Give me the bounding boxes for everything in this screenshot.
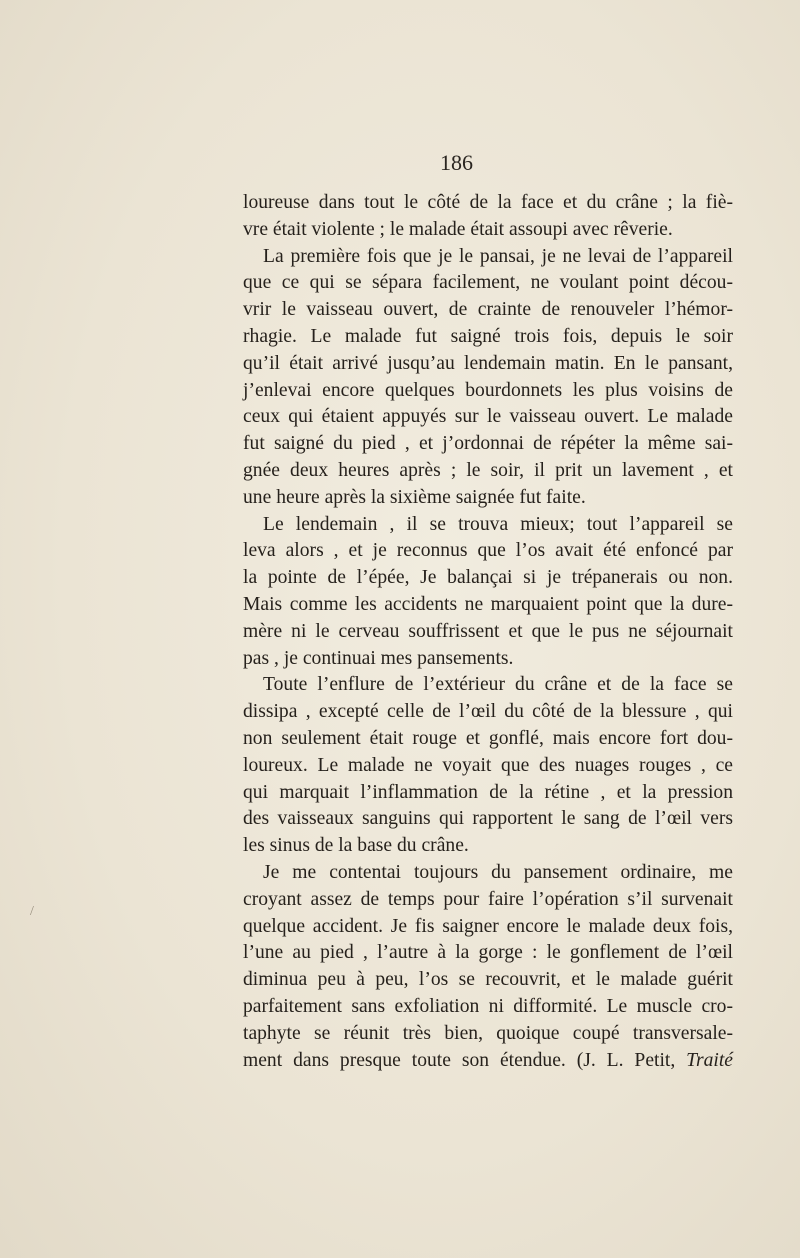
text-line: vre était violente ; le malade était assoupi avec rêverie. <box>243 218 673 240</box>
text-line: mère ni le cerveau souffrissent et que le pus ne séjournait <box>243 620 733 642</box>
text-line: non seulement était rouge et gonflé, mais encore fort dou- <box>243 727 733 749</box>
text-line: Mais comme les accidents ne marquaient point que la dure- <box>243 593 733 615</box>
page-number: 186 <box>440 150 473 175</box>
text-line: vrir le vaisseau ouvert, de crainte de renouveler l’hémor- <box>243 299 733 321</box>
text-line: diminua peu à peu, l’os se recouvrit, et le malade guérit <box>243 969 733 991</box>
paragraph <box>243 244 733 512</box>
text-line: que ce qui se sépara facilement, ne voulant point décou- <box>243 272 733 294</box>
body-text <box>243 190 733 1074</box>
text-line: une heure après la sixième saignée fut faite. <box>243 486 586 508</box>
text-line <box>243 1048 733 1075</box>
text-line: loureux. Le malade ne voyait que des nuages rouges , ce <box>243 754 733 776</box>
italic-title: Traité <box>686 1049 733 1071</box>
text-line: loureuse dans tout le côté de la face et du crâne ; la fiè- <box>243 192 733 213</box>
text-line: la pointe de l’épée, Je balançai si je trépanerais ou non. <box>243 567 733 589</box>
text-line: leva alors , et je reconnus que l’os avait été enfoncé par <box>243 540 733 562</box>
text-line: Toute l’enflure de l’extérieur du crâne et de la face se <box>263 674 733 696</box>
text-line: La première fois que je le pansai, je ne levai de l’appareil <box>263 245 733 267</box>
paragraph <box>243 860 733 1074</box>
text-line: qui marquait l’inflammation de la rétine , et la pression <box>243 781 733 803</box>
text-line: les sinus de la base du crâne. <box>243 835 469 857</box>
text-line-lead: ment dans presque toute son étendue. (J. L. Petit, <box>243 1049 687 1071</box>
text-line: taphyte se réunit très bien, quoique coupé transversale- <box>243 1022 733 1044</box>
paragraph <box>243 512 733 673</box>
text-line: parfaitement sans exfoliation ni difformité. Le muscle cro- <box>243 995 733 1017</box>
text-line: dissipa , excepté celle de l’œil du côté de la blessure , qui <box>243 701 733 723</box>
text-line: des vaisseaux sanguins qui rapportent le sang de l’œil vers <box>243 808 733 830</box>
text-line: fut saigné du pied , et j’ordonnai de répéter la même sai- <box>243 433 733 455</box>
text-line: gnée deux heures après ; le soir, il prit un lavement , et <box>243 459 733 481</box>
text-line: ceux qui étaient appuyés sur le vaisseau ouvert. Le malade <box>243 406 733 428</box>
text-line: j’enlevai encore quelques bourdonnets les plus voisins de <box>243 379 733 401</box>
margin-mark: / <box>30 904 34 919</box>
text-line: Le lendemain , il se trouva mieux; tout l’appareil se <box>263 513 733 535</box>
text-line: pas , je continuai mes pansements. <box>243 647 514 669</box>
text-line: Je me contentai toujours du pansement ordinaire, me <box>263 861 733 883</box>
text-line: rhagie. Le malade fut saigné trois fois, depuis le soir <box>243 325 733 347</box>
text-line: qu’il était arrivé jusqu’au lendemain matin. En le pansant, <box>243 352 733 374</box>
paragraph <box>243 672 733 860</box>
text-line: quelque accident. Je fis saigner encore le malade deux fois, <box>243 915 733 937</box>
text-line: l’une au pied , l’autre à la gorge : le gonflement de l’œil <box>243 942 733 964</box>
paragraph <box>243 190 733 244</box>
text-line: croyant assez de temps pour faire l’opération s’il survenait <box>243 888 733 910</box>
